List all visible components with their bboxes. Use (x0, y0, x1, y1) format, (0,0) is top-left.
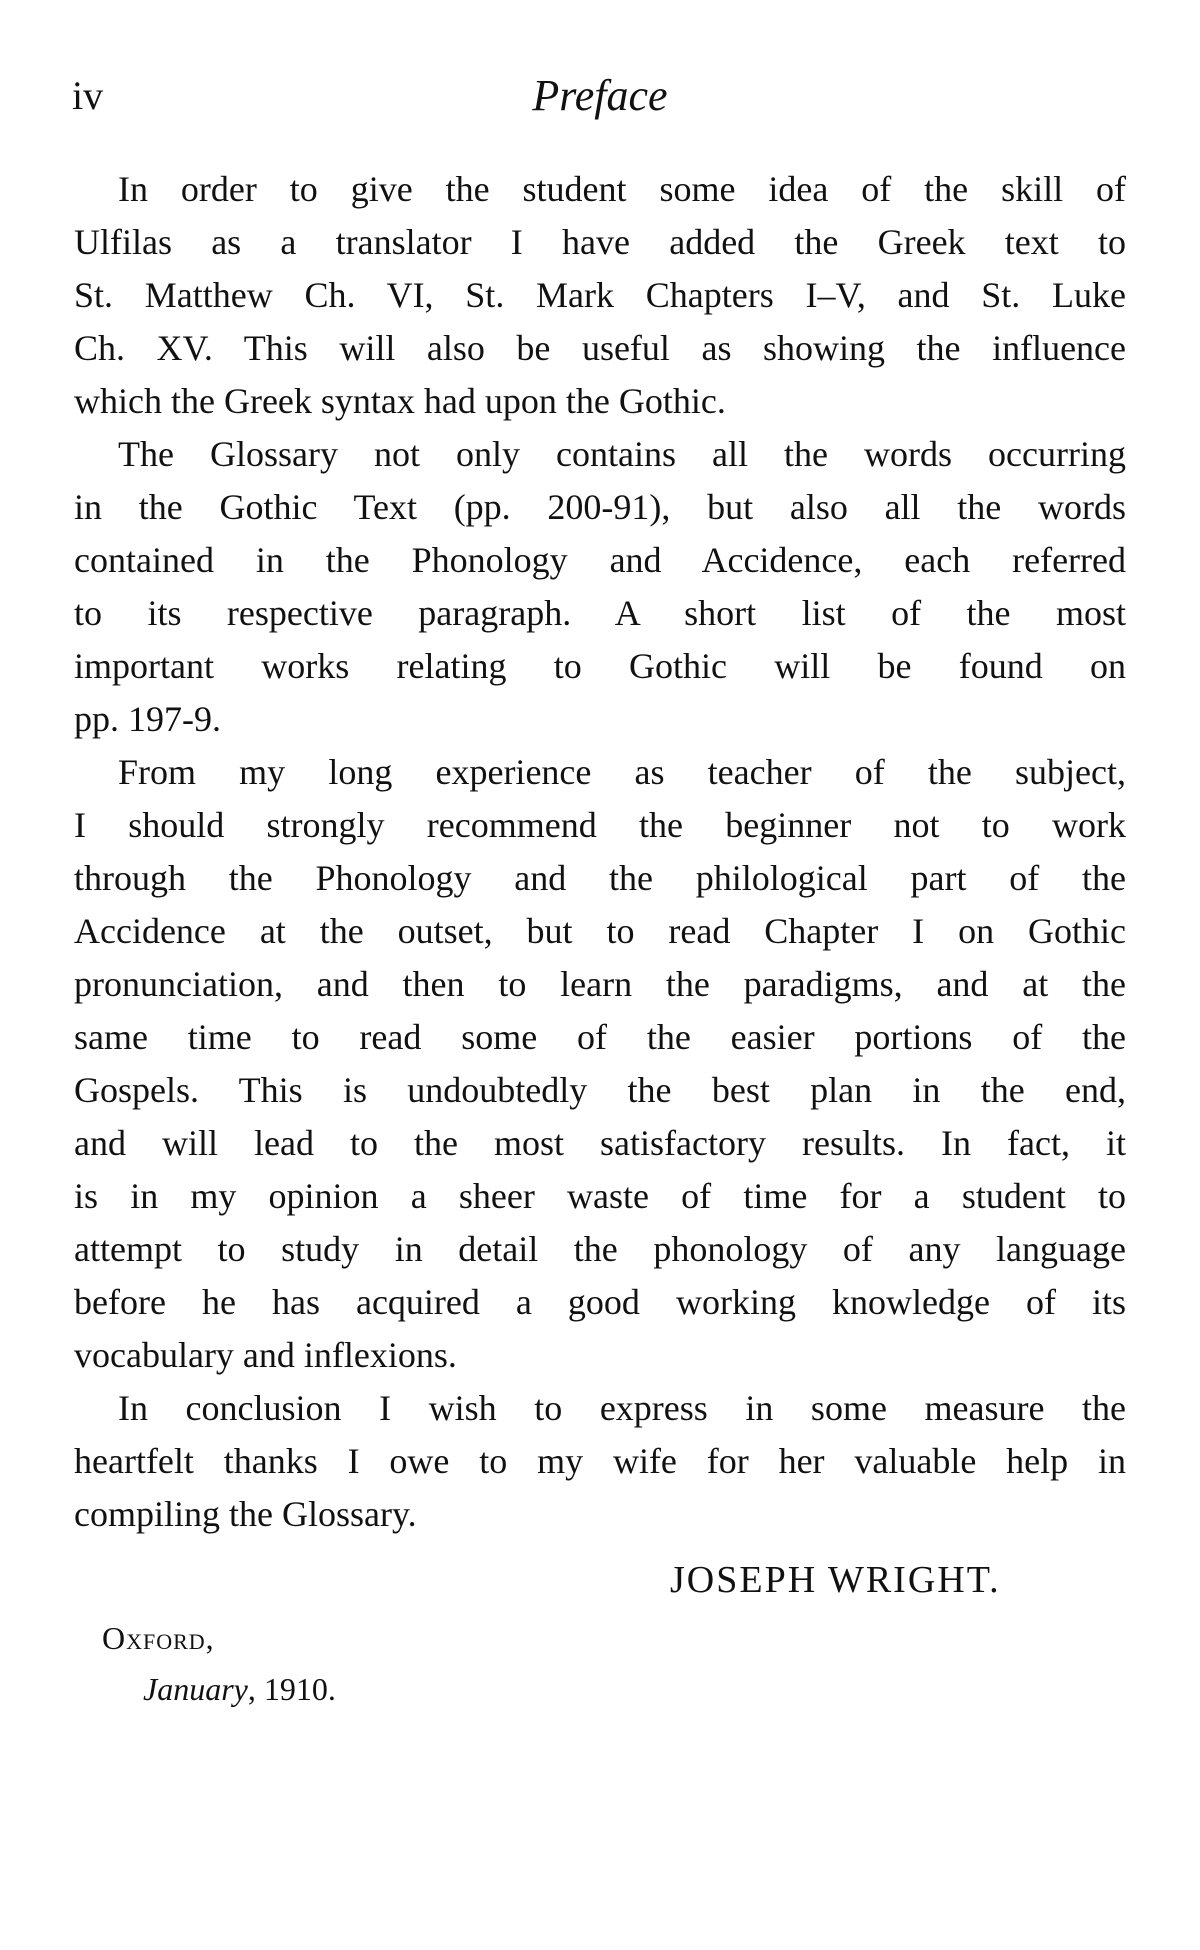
text-line: Gospels. This is undoubtedly the best plan in the end, (74, 1070, 1126, 1110)
text-line: is in my opinion a sheer waste of time for a student to (74, 1176, 1126, 1216)
text-line: Ulfilas as a translator I have added the Greek text to (74, 222, 1126, 262)
text-line: In order to give the student some idea of the skill of (118, 169, 1126, 209)
text-line: Accidence at the outset, but to read Chapter I on Gothic (74, 911, 1126, 951)
author-signature: JOSEPH WRIGHT. (670, 1559, 1001, 1601)
text-line: I should strongly recommend the beginner not to work (74, 805, 1126, 845)
text-line: heartfelt thanks I owe to my wife for her valuable help in (74, 1441, 1126, 1481)
text-line: pronunciation, and then to learn the paradigms, and at the (74, 964, 1126, 1004)
text-line: From my long experience as teacher of the subject, (118, 752, 1126, 792)
signature-date (143, 1671, 336, 1708)
text-line: to its respective paragraph. A short list of the most (74, 593, 1126, 633)
text-line: In conclusion I wish to express in some measure the (118, 1388, 1126, 1428)
text-line: before he has acquired a good working knowledge of its (74, 1282, 1126, 1322)
text-line: compiling the Glossary. (74, 1494, 417, 1534)
text-line: and will lead to the most satisfactory results. In fact, it (74, 1123, 1126, 1163)
running-title: Preface (532, 71, 668, 120)
text-line: pp. 197-9. (74, 699, 221, 739)
page-number: iv (72, 73, 104, 118)
text-line: which the Greek syntax had upon the Gothic. (74, 381, 726, 421)
text-line: same time to read some of the easier portions of the (74, 1017, 1126, 1057)
text-line: contained in the Phonology and Accidence, each referred (74, 540, 1126, 580)
date-year: , 1910. (247, 1671, 336, 1707)
date-month: January (143, 1671, 248, 1707)
preface-body (74, 163, 1126, 1541)
text-line: attempt to study in detail the phonology of any language (74, 1229, 1126, 1269)
signature-place: Oxford, (102, 1620, 215, 1656)
text-line: vocabulary and inflexions. (74, 1335, 457, 1375)
text-line: Ch. XV. This will also be useful as showing the influence (74, 328, 1126, 368)
text-line: St. Matthew Ch. VI, St. Mark Chapters I–V, and St. Luke (74, 275, 1126, 315)
text-line: in the Gothic Text (pp. 200-91), but also all the words (74, 487, 1126, 527)
text-line: The Glossary not only contains all the words occurring (118, 434, 1126, 474)
text-line: important works relating to Gothic will be found on (74, 646, 1126, 686)
text-line: through the Phonology and the philological part of the (74, 858, 1126, 898)
